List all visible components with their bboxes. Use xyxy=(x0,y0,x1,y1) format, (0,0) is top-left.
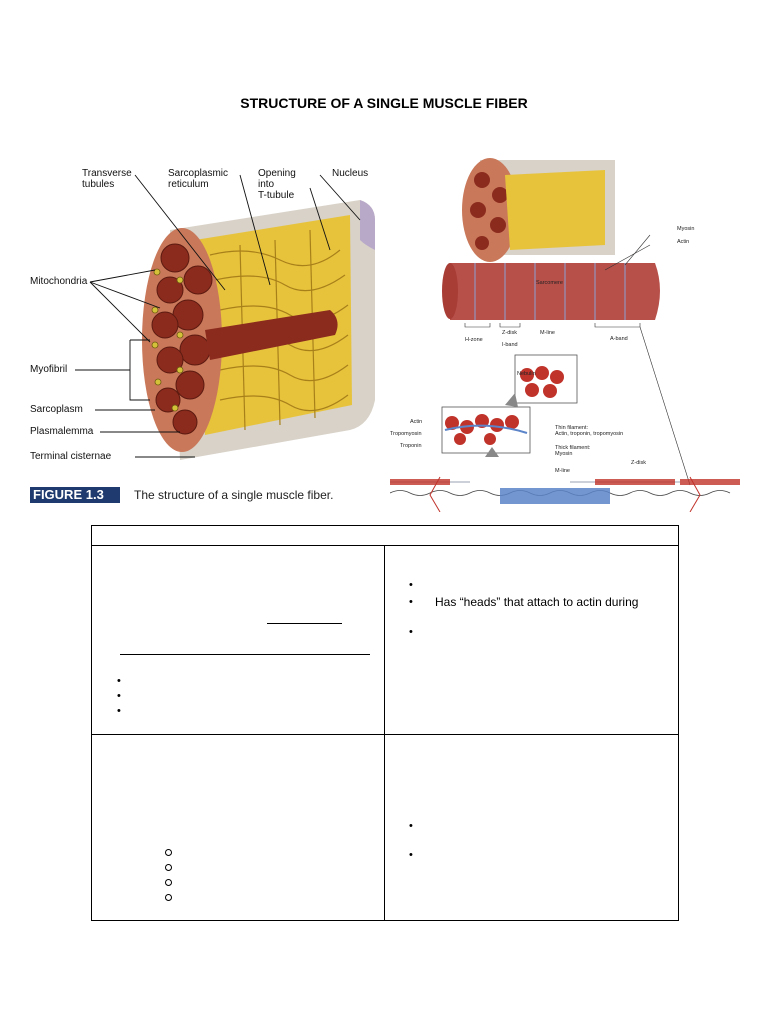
sub-bullet-circle xyxy=(165,864,172,871)
muscle-fiber-illustration xyxy=(30,160,375,465)
worksheet-table xyxy=(91,525,679,921)
table-header-row xyxy=(92,526,678,546)
label-z-disk: Z-disk xyxy=(502,330,517,336)
bullet-point: • xyxy=(117,705,121,717)
sub-bullet-circle xyxy=(165,879,172,886)
label-myofibril: Myofibril xyxy=(30,364,68,375)
sub-bullet-circle xyxy=(165,894,172,901)
bullet-point: • xyxy=(409,579,413,591)
bullet-point: • xyxy=(117,675,121,687)
bullet-point: • xyxy=(409,626,413,638)
label-z-disk-detail: Z-disk xyxy=(631,460,646,466)
table-cell-r1c1 xyxy=(92,545,385,735)
label-m-line-detail: M-line xyxy=(555,468,570,474)
bullet-point: • xyxy=(409,849,413,861)
label-thick-filament: Thick filament: Myosin xyxy=(555,445,591,457)
figure-caption-text: The structure of a single muscle fiber. xyxy=(134,488,334,502)
label-h-zone: H-zone xyxy=(465,337,483,343)
label-terminal-cisternae: Terminal cisternae xyxy=(30,451,112,462)
label-sarcomere: Sarcomere xyxy=(536,280,563,286)
label-opening-t-tubule: Opening into T-tubule xyxy=(258,168,296,201)
label-actin: Actin xyxy=(677,239,690,245)
table-cell-r1c2 xyxy=(385,545,678,735)
label-sarcoplasmic-reticulum: Sarcoplasmic reticulum xyxy=(168,168,229,190)
label-transverse-tubules: Transverse tubules xyxy=(82,168,132,190)
table-cell-r2c2 xyxy=(385,735,678,920)
fill-in-blank[interactable] xyxy=(267,623,342,624)
label-i-band: I-band xyxy=(502,342,518,348)
label-nucleus: Nucleus xyxy=(332,168,369,179)
bullet-point: • xyxy=(409,820,413,832)
bullet-point: • xyxy=(409,596,413,608)
label-nebulin: Nebulin xyxy=(517,371,536,377)
label-actin-detail: Actin xyxy=(410,419,423,425)
bullet-text-myosin-heads: Has “heads” that attach to actin during xyxy=(435,595,639,609)
label-tropomyosin: Tropomyosin xyxy=(390,431,422,437)
table-cell-r2c1 xyxy=(92,735,385,920)
label-m-line: M-line xyxy=(540,330,555,336)
label-sarcoplasm: Sarcoplasm xyxy=(30,404,83,415)
label-thin-filament: Thin filament: Actin, troponin, tropomyosin xyxy=(555,425,624,437)
figure-caption-label: FIGURE 1.3 xyxy=(30,487,120,503)
label-a-band: A-band xyxy=(610,336,628,342)
label-troponin: Troponin xyxy=(400,443,422,449)
fill-in-blank[interactable] xyxy=(120,654,370,655)
bullet-point: • xyxy=(117,690,121,702)
sarcomere-illustration xyxy=(390,155,740,512)
label-mitochondria: Mitochondria xyxy=(30,276,88,287)
page-title: STRUCTURE OF A SINGLE MUSCLE FIBER xyxy=(240,95,528,111)
figure-caption xyxy=(30,486,390,506)
label-plasmalemma: Plasmalemma xyxy=(30,426,94,437)
sub-bullet-circle xyxy=(165,849,172,856)
label-myosin: Myosin xyxy=(677,226,695,232)
